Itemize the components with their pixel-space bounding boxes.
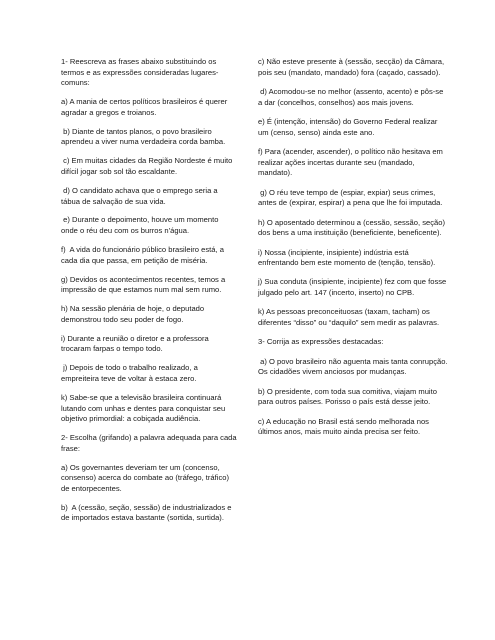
exercise-2-item-b: b) A (cessão, seção, sessão) de industrializados e de importados estava bastante (sortida, surtida). xyxy=(61,502,234,523)
exercise-1-item-h: h) Na sessão plenária de hoje, o deputado demonstrou todo seu poder de fogo. xyxy=(61,304,207,324)
exercise-1-item-f: f) A vida do funcionário público brasileiro está, a cada dia que passa, em petição de miséria. xyxy=(61,245,227,265)
exercise-1-item-k: k) Sabe-se que a televisão brasileira continuará lutando com unhas e dentes para conquistar seu objetivo primordial: a cobiçada audiência. xyxy=(61,392,228,424)
exercise-2-item-f: f) Para (acender, ascender), o político não hesitava em realizar ações incertas durante seu (mandado, mandato). xyxy=(258,146,446,178)
exercise-2-item-j: j) Sua conduta (insipiente, incipiente) fez com que fosse julgado pelo art. 147 (incerto, inserto) no CPB. xyxy=(258,277,449,298)
exercise-3-instruction: 3- Corrija as expressões destacadas: xyxy=(258,337,384,347)
exercise-1-item-a: a) A mania de certos políticos brasileiros é querer agradar a gregos e troianos. xyxy=(61,97,230,117)
exercise-1-instruction: 1- Reescreva as frases abaixo substituindo os termos e as expressões consideradas lugares-comuns: xyxy=(61,57,219,88)
exercise-1-item-d: d) O candidato achava que o emprego seria a tábua de salvação de sua vida. xyxy=(61,185,220,206)
exercise-1-item-g: g) Devidos os acontecimentos recentes, temos a impressão de que estamos num mal sem rumo. xyxy=(61,274,228,295)
exercise-3-item-a: a) O povo brasileiro não aguenta mais tanta conrupção. Os cidadões vivem anciosos por mudanças. xyxy=(258,356,450,377)
exercise-2-item-a: a) Os governantes deveriam ter um (concenso, consenso) acerca do combate ao (tráfego, tráfico) de entorpecentes. xyxy=(61,462,232,493)
exercise-1-item-b: b) Diante de tantos planos, o povo brasileiro aprendeu a viver numa verdadeira corda bamba. xyxy=(61,126,226,147)
exercise-2-item-g: g) O réu teve tempo de (espiar, expiar) seus crimes, antes de (expirar, espirar) a pena que lhe foi imputada. xyxy=(258,187,443,208)
exercise-2-item-i: i) Nossa (incipiente, insipiente) indústria está enfrentando bem este momento de (tenção, tensão). xyxy=(258,247,436,268)
left-column xyxy=(61,57,237,532)
exercise-3-item-b: b) O presidente, com toda sua comitiva, viajam muito para outros países. Porisso o país está desse jeito. xyxy=(258,386,440,407)
exercise-2-item-k: k) As pessoas preconceituosas (taxam, tacham) os diferentes “disso” ou “daquilo” sem medir as palavras. xyxy=(258,307,440,328)
exercise-2-item-c: c) Não esteve presente à (sessão, secção) da Câmara, pois seu (mandato, mandado) fora (caçado, cassado). xyxy=(258,57,447,77)
exercise-2-instruction: 2- Escolha (grifando) a palavra adequada para cada frase: xyxy=(61,433,239,453)
exercise-1-item-c: c) Em muitas cidades da Região Nordeste é muito difícil jogar sob sol tão escaldante. xyxy=(61,156,235,176)
exercise-2-item-h: h) O aposentado determinou a (cessão, sessão, seção) dos bens a uma instituição (beneficiente, beneficente). xyxy=(258,217,448,238)
exercise-1-item-i: i) Durante a reunião o diretor e a professora trocaram farpas o tempo todo. xyxy=(61,333,211,354)
right-column xyxy=(258,57,448,447)
exercise-1-item-e: e) Durante o depoimento, houve um momento onde o réu deu com os burros n'água. xyxy=(61,215,221,236)
exercise-3-item-c: c) A educação no Brasil está sendo melhorada nos últimos anos, mais muito ainda precisa ser feito. xyxy=(258,416,432,437)
exercise-2-item-d: d) Acomodou-se no melhor (assento, acento) e pôs-se a dar (concelhos, conselhos) aos mais jovens. xyxy=(258,86,446,107)
exercise-1-item-j: j) Depois de todo o trabalho realizado, a empreiteira teve de voltar à estaca zero. xyxy=(61,363,200,383)
exercise-2-item-e: e) É (intenção, intensão) do Governo Federal realizar um (censo, senso) ainda este ano. xyxy=(258,116,440,137)
